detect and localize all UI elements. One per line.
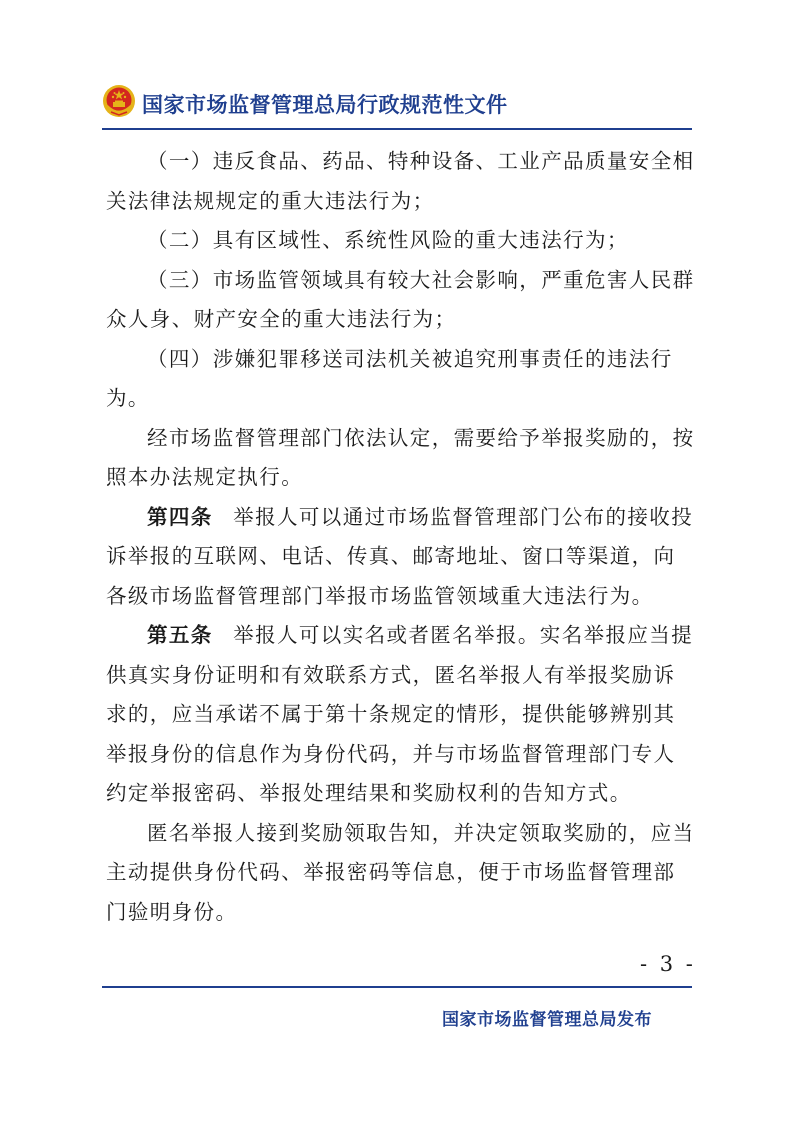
- document-body: [106, 142, 696, 932]
- body-paragraph: [106, 616, 696, 814]
- body-paragraph: [106, 261, 696, 340]
- footer-divider: [102, 986, 692, 988]
- paragraph-text: 举报人可以通过市场监督管理部门公布的接收投诉举报的互联网、电话、传真、邮寄地址、窗口等渠道，向各级市场监督管理部门举报市场监管领域重大违法行为。: [106, 504, 694, 608]
- article-number: 第五条: [147, 623, 213, 647]
- paragraph-text: （一）违反食品、药品、特种设备、工业产品质量安全相关法律法规规定的重大违法行为；: [106, 149, 695, 213]
- paragraph-text: 匿名举报人接到奖励领取告知，并决定领取奖励的，应当主动提供身份代码、举报密码等信息，便于市场监督管理部门验明身份。: [106, 820, 695, 924]
- body-paragraph: [106, 142, 696, 221]
- national-emblem-icon: [102, 84, 136, 118]
- paragraph-text: （三）市场监管领域具有较大社会影响，严重危害人民群众人身、财产安全的重大违法行为；: [106, 267, 695, 331]
- body-paragraph: [106, 221, 696, 261]
- header-title: 国家市场监督管理总局行政规范性文件: [142, 93, 508, 117]
- body-paragraph: [106, 419, 696, 498]
- article-number: 第四条: [147, 504, 213, 529]
- footer-publisher: 国家市场监督管理总局发布: [442, 1010, 652, 1030]
- paragraph-text: （二）具有区域性、系统性风险的重大违法行为；: [147, 228, 629, 252]
- page-number: - 3 -: [640, 952, 696, 976]
- paragraph-text: 经市场监督管理部门依法认定，需要给予举报奖励的，按照本办法规定执行。: [106, 425, 695, 489]
- body-paragraph: [106, 498, 696, 617]
- body-paragraph: [106, 814, 696, 933]
- header-divider: [102, 128, 692, 130]
- paragraph-text: （四）涉嫌犯罪移送司法机关被追究刑事责任的违法行为。: [106, 346, 673, 410]
- paragraph-text: 举报人可以实名或者匿名举报。实名举报应当提供真实身份证明和有效联系方式，匿名举报人有举报奖励诉求的，应当承诺不属于第十条规定的情形，提供能够辨别其举报身份的信息作为身份代码，并与市场监督管理部门专人约定举报密码、举报处理结果和奖励权利的告知方式。: [106, 623, 694, 805]
- body-paragraph: [106, 340, 696, 419]
- document-header: [102, 84, 692, 124]
